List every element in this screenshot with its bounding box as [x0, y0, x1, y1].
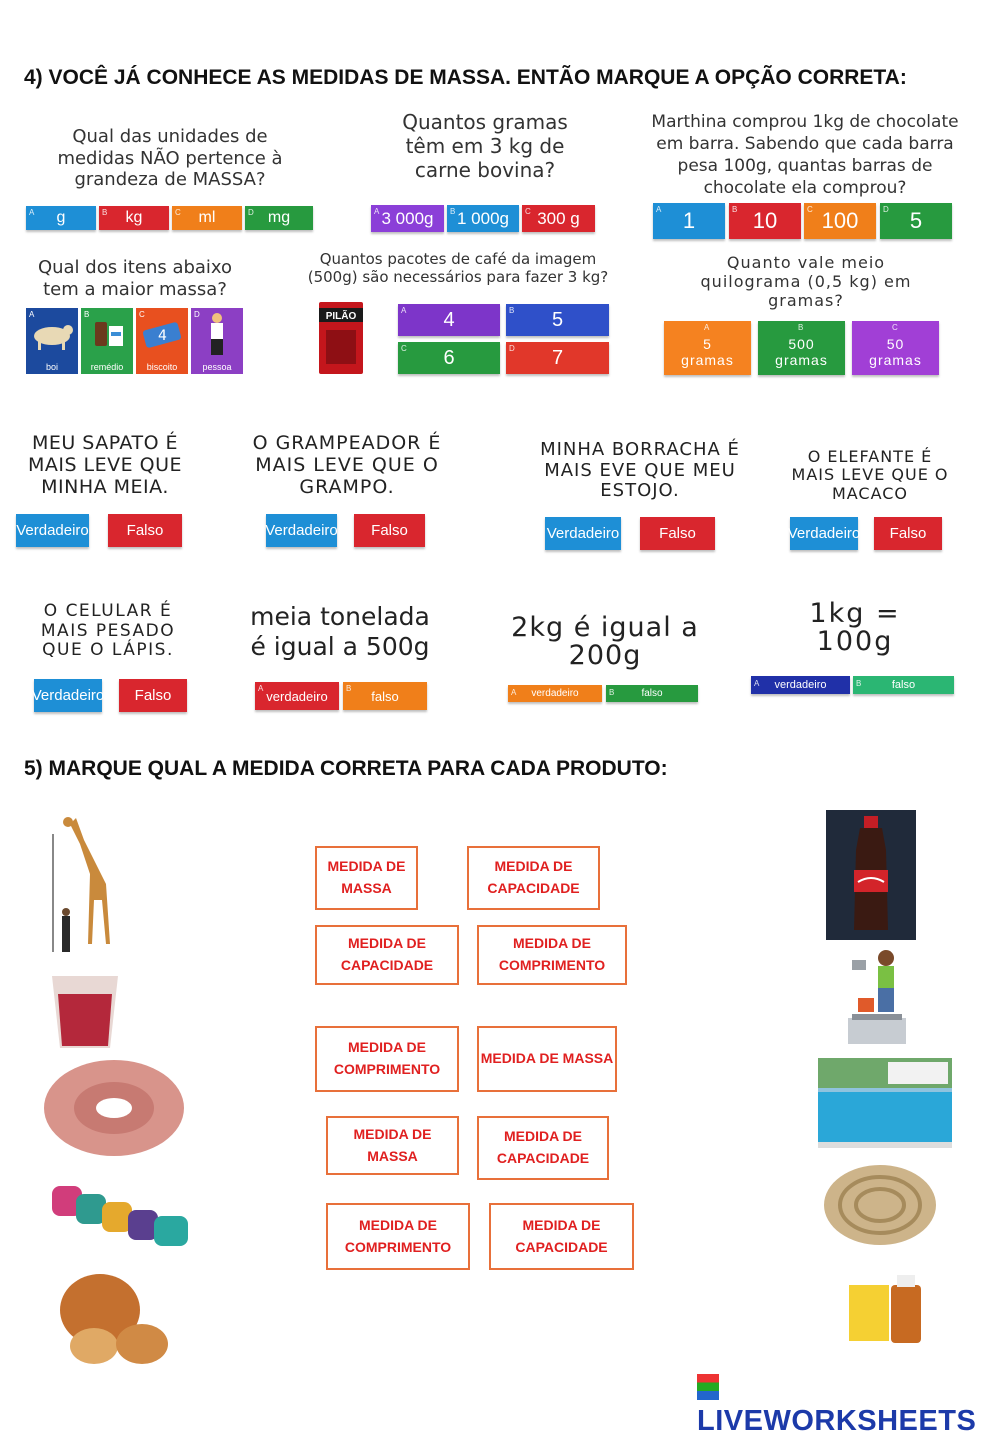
option-label-unit: gramas	[869, 352, 922, 368]
option-letter: B	[856, 679, 862, 688]
q4-option-a[interactable]	[26, 308, 78, 374]
tf-1-true-button[interactable]: Verdadeiro	[16, 514, 89, 547]
option-label: 300 g	[537, 208, 580, 228]
measure-box-2[interactable]: MEDIDA DE CAPACIDADE	[467, 846, 600, 910]
option-letter: C	[892, 323, 899, 332]
measure-box-8[interactable]: MEDIDA DE CAPACIDADE	[477, 1116, 609, 1180]
option-label: falso	[641, 688, 663, 699]
option-label: g	[56, 209, 66, 226]
q5-option-a[interactable]	[398, 304, 500, 336]
measure-box-3[interactable]: MEDIDA DE CAPACIDADE	[315, 925, 459, 985]
tf-1-statement: MEU SAPATO É MAIS LEVE QUE MINHA MEIA.	[27, 432, 183, 498]
option-label: kg	[125, 209, 143, 226]
question-4-text: Qual dos itens abaixo tem a maior massa?	[37, 257, 233, 300]
tf-2-statement: O GRAMPEADOR É MAIS LEVE QUE O GRAMPO.	[252, 432, 442, 498]
q2-option-a[interactable]	[371, 205, 444, 232]
juice-cup-image	[50, 972, 120, 1052]
option-letter: B	[84, 310, 90, 319]
q6-option-a[interactable]	[664, 321, 751, 375]
question-3-text: Marthina comprou 1kg de chocolate em barra. Sabendo que cada barra pesa 100g, quantas barras de chocolate ela comprou?	[651, 112, 959, 199]
option-label: 1	[682, 208, 696, 233]
tf-3-false-button[interactable]: Falso	[640, 517, 715, 550]
tf-7-true-button[interactable]	[508, 685, 602, 702]
option-label: boi	[45, 362, 58, 372]
q1-option-b[interactable]	[99, 206, 169, 230]
option-letter: B	[346, 684, 352, 693]
option-letter: A	[29, 208, 35, 217]
giraffe-image	[50, 804, 118, 954]
tf-5-statement: O CELULAR É MAIS PESADO QUE O LÁPIS.	[40, 601, 176, 661]
q1-option-a[interactable]	[26, 206, 96, 230]
swimming-pool-image	[818, 1058, 952, 1148]
tf-4-statement: O ELEFANTE É MAIS LEVE QUE O MACACO	[791, 447, 949, 503]
question-1-text: Qual das unidades de medidas NÃO pertence à grandeza de MASSA?	[57, 126, 283, 191]
tf-1-false-button[interactable]: Falso	[108, 514, 182, 547]
option-letter: D	[248, 208, 254, 217]
coffee-package-image	[316, 300, 366, 376]
tf-3-statement: MINHA BORRACHA É MAIS EVE QUE MEU ESTOJO.	[540, 439, 740, 502]
option-label: verdadeiro	[266, 688, 328, 704]
option-letter: B	[609, 688, 615, 697]
option-label: 5	[551, 308, 564, 331]
tf-7-false-button[interactable]	[606, 685, 698, 702]
ribbons-image	[48, 1176, 194, 1256]
tf-6-false-button[interactable]	[343, 682, 427, 710]
option-label: 7	[551, 346, 564, 369]
tf-2-true-button[interactable]: Verdadeiro	[266, 514, 337, 547]
soda-bottle-image	[826, 810, 916, 940]
q3-option-b[interactable]	[729, 203, 801, 239]
option-letter: C	[807, 205, 813, 214]
option-label: 5	[909, 208, 923, 233]
option-letter: A	[258, 684, 264, 693]
option-label-number: 500	[788, 336, 815, 352]
measure-box-7[interactable]: MEDIDA DE MASSA	[326, 1116, 459, 1175]
option-label-unit: gramas	[681, 352, 734, 368]
child-on-scale-image	[838, 944, 916, 1048]
option-label-number: 5	[703, 336, 712, 352]
tf-8-true-button[interactable]	[751, 676, 850, 694]
onions-image	[54, 1266, 172, 1366]
option-letter: C	[525, 207, 531, 216]
tf-3-true-button[interactable]: Verdadeiro	[545, 517, 621, 550]
option-letter: A	[29, 310, 35, 319]
option-letter: B	[732, 205, 738, 214]
medicine-box-image	[845, 1265, 925, 1349]
option-label: ml	[198, 209, 216, 226]
liveworksheets-logo[interactable]	[697, 1372, 1000, 1438]
q5-option-c[interactable]	[398, 342, 500, 374]
option-letter: B	[509, 306, 515, 315]
tf-4-false-button[interactable]: Falso	[874, 517, 942, 550]
option-label: 6	[443, 346, 455, 369]
q3-option-c[interactable]	[804, 203, 876, 239]
section-4-heading: 4) VOCÊ JÁ CONHECE AS MEDIDAS DE MASSA. ENTÃO MARQUE A OPÇÃO CORRETA:	[24, 66, 907, 89]
q1-option-c[interactable]	[172, 206, 242, 230]
tf-5-true-button[interactable]: Verdadeiro	[34, 679, 102, 712]
coffee-brand-label: PILÃO	[325, 311, 357, 322]
option-letter: A	[374, 207, 380, 216]
option-label: 4	[443, 308, 455, 331]
tf-8-false-button[interactable]	[853, 676, 954, 694]
biscuit-4-label: 4	[158, 328, 167, 344]
option-label: 10	[752, 208, 778, 233]
option-label: 1 000g	[457, 208, 509, 228]
option-letter: C	[139, 310, 145, 319]
question-2-text: Quantos gramas têm em 3 kg de carne bovina?	[402, 110, 568, 182]
option-letter: B	[102, 208, 108, 217]
option-letter: A	[401, 306, 407, 315]
q4-option-c[interactable]	[136, 308, 188, 374]
tf-8-statement: 1kg = 100g	[809, 598, 901, 658]
measure-box-10[interactable]: MEDIDA DE CAPACIDADE	[489, 1203, 634, 1270]
tf-4-true-button[interactable]: Verdadeiro	[790, 517, 858, 550]
option-label-unit: gramas	[775, 352, 828, 368]
logo-icon	[697, 1374, 719, 1400]
measure-box-4[interactable]: MEDIDA DE COMPRIMENTO	[477, 925, 627, 985]
option-label: 3 000g	[381, 208, 434, 228]
measure-box-6[interactable]: MEDIDA DE MASSA	[477, 1026, 617, 1092]
option-letter: A	[656, 205, 662, 214]
q4-option-d[interactable]	[191, 308, 243, 374]
option-letter: B	[798, 323, 805, 332]
option-letter: C	[175, 208, 181, 217]
q5-option-d[interactable]	[506, 342, 609, 374]
option-label: biscoito	[146, 362, 178, 372]
q4-option-b[interactable]	[81, 308, 133, 374]
option-label-number: 50	[886, 336, 905, 352]
logo-text: LIVEWORKSHEETS	[697, 1405, 977, 1437]
q2-option-b[interactable]	[447, 205, 519, 232]
option-letter: A	[754, 679, 760, 688]
option-label: verdadeiro	[531, 688, 579, 699]
option-label: mg	[267, 209, 291, 226]
option-letter: A	[704, 323, 711, 332]
measure-box-1[interactable]: MEDIDA DE MASSA	[315, 846, 418, 910]
option-label: remédio	[90, 362, 124, 372]
option-letter: D	[194, 310, 200, 319]
q3-option-a[interactable]	[653, 203, 725, 239]
option-letter: A	[511, 688, 517, 697]
q1-option-d[interactable]	[245, 206, 313, 230]
tf-6-statement: meia tonelada é igual a 500g	[250, 602, 430, 661]
option-label: verdadeiro	[774, 679, 827, 691]
rope-image	[822, 1162, 938, 1248]
q6-option-c[interactable]	[852, 321, 939, 375]
option-label: 100	[821, 208, 859, 233]
question-5-text: Quantos pacotes de café da imagem (500g) são necessários para fazer 3 kg?	[307, 250, 609, 286]
tf-7-statement: 2kg é igual a 200g	[511, 612, 699, 671]
question-6-text: Quanto vale meio quilograma (0,5 kg) em gramas?	[700, 253, 912, 310]
sausage-image	[42, 1056, 188, 1160]
q6-option-b[interactable]	[758, 321, 845, 375]
option-letter: D	[883, 205, 889, 214]
option-letter: B	[450, 207, 456, 216]
section-5-heading: 5) MARQUE QUAL A MEDIDA CORRETA PARA CADA PRODUTO:	[24, 757, 668, 780]
tf-2-false-button[interactable]: Falso	[354, 514, 425, 547]
option-label: falso	[891, 679, 916, 691]
q3-option-d[interactable]	[880, 203, 952, 239]
tf-6-true-button[interactable]	[255, 682, 339, 710]
tf-5-false-button[interactable]: Falso	[119, 679, 187, 712]
option-label: pessoa	[202, 362, 232, 372]
q2-option-c[interactable]	[522, 205, 595, 232]
option-letter: C	[401, 344, 407, 353]
measure-box-5[interactable]: MEDIDA DE COMPRIMENTO	[315, 1026, 459, 1092]
option-label: falso	[371, 688, 399, 704]
q5-option-b[interactable]	[506, 304, 609, 336]
measure-box-9[interactable]: MEDIDA DE COMPRIMENTO	[326, 1203, 470, 1270]
option-letter: D	[509, 344, 515, 353]
